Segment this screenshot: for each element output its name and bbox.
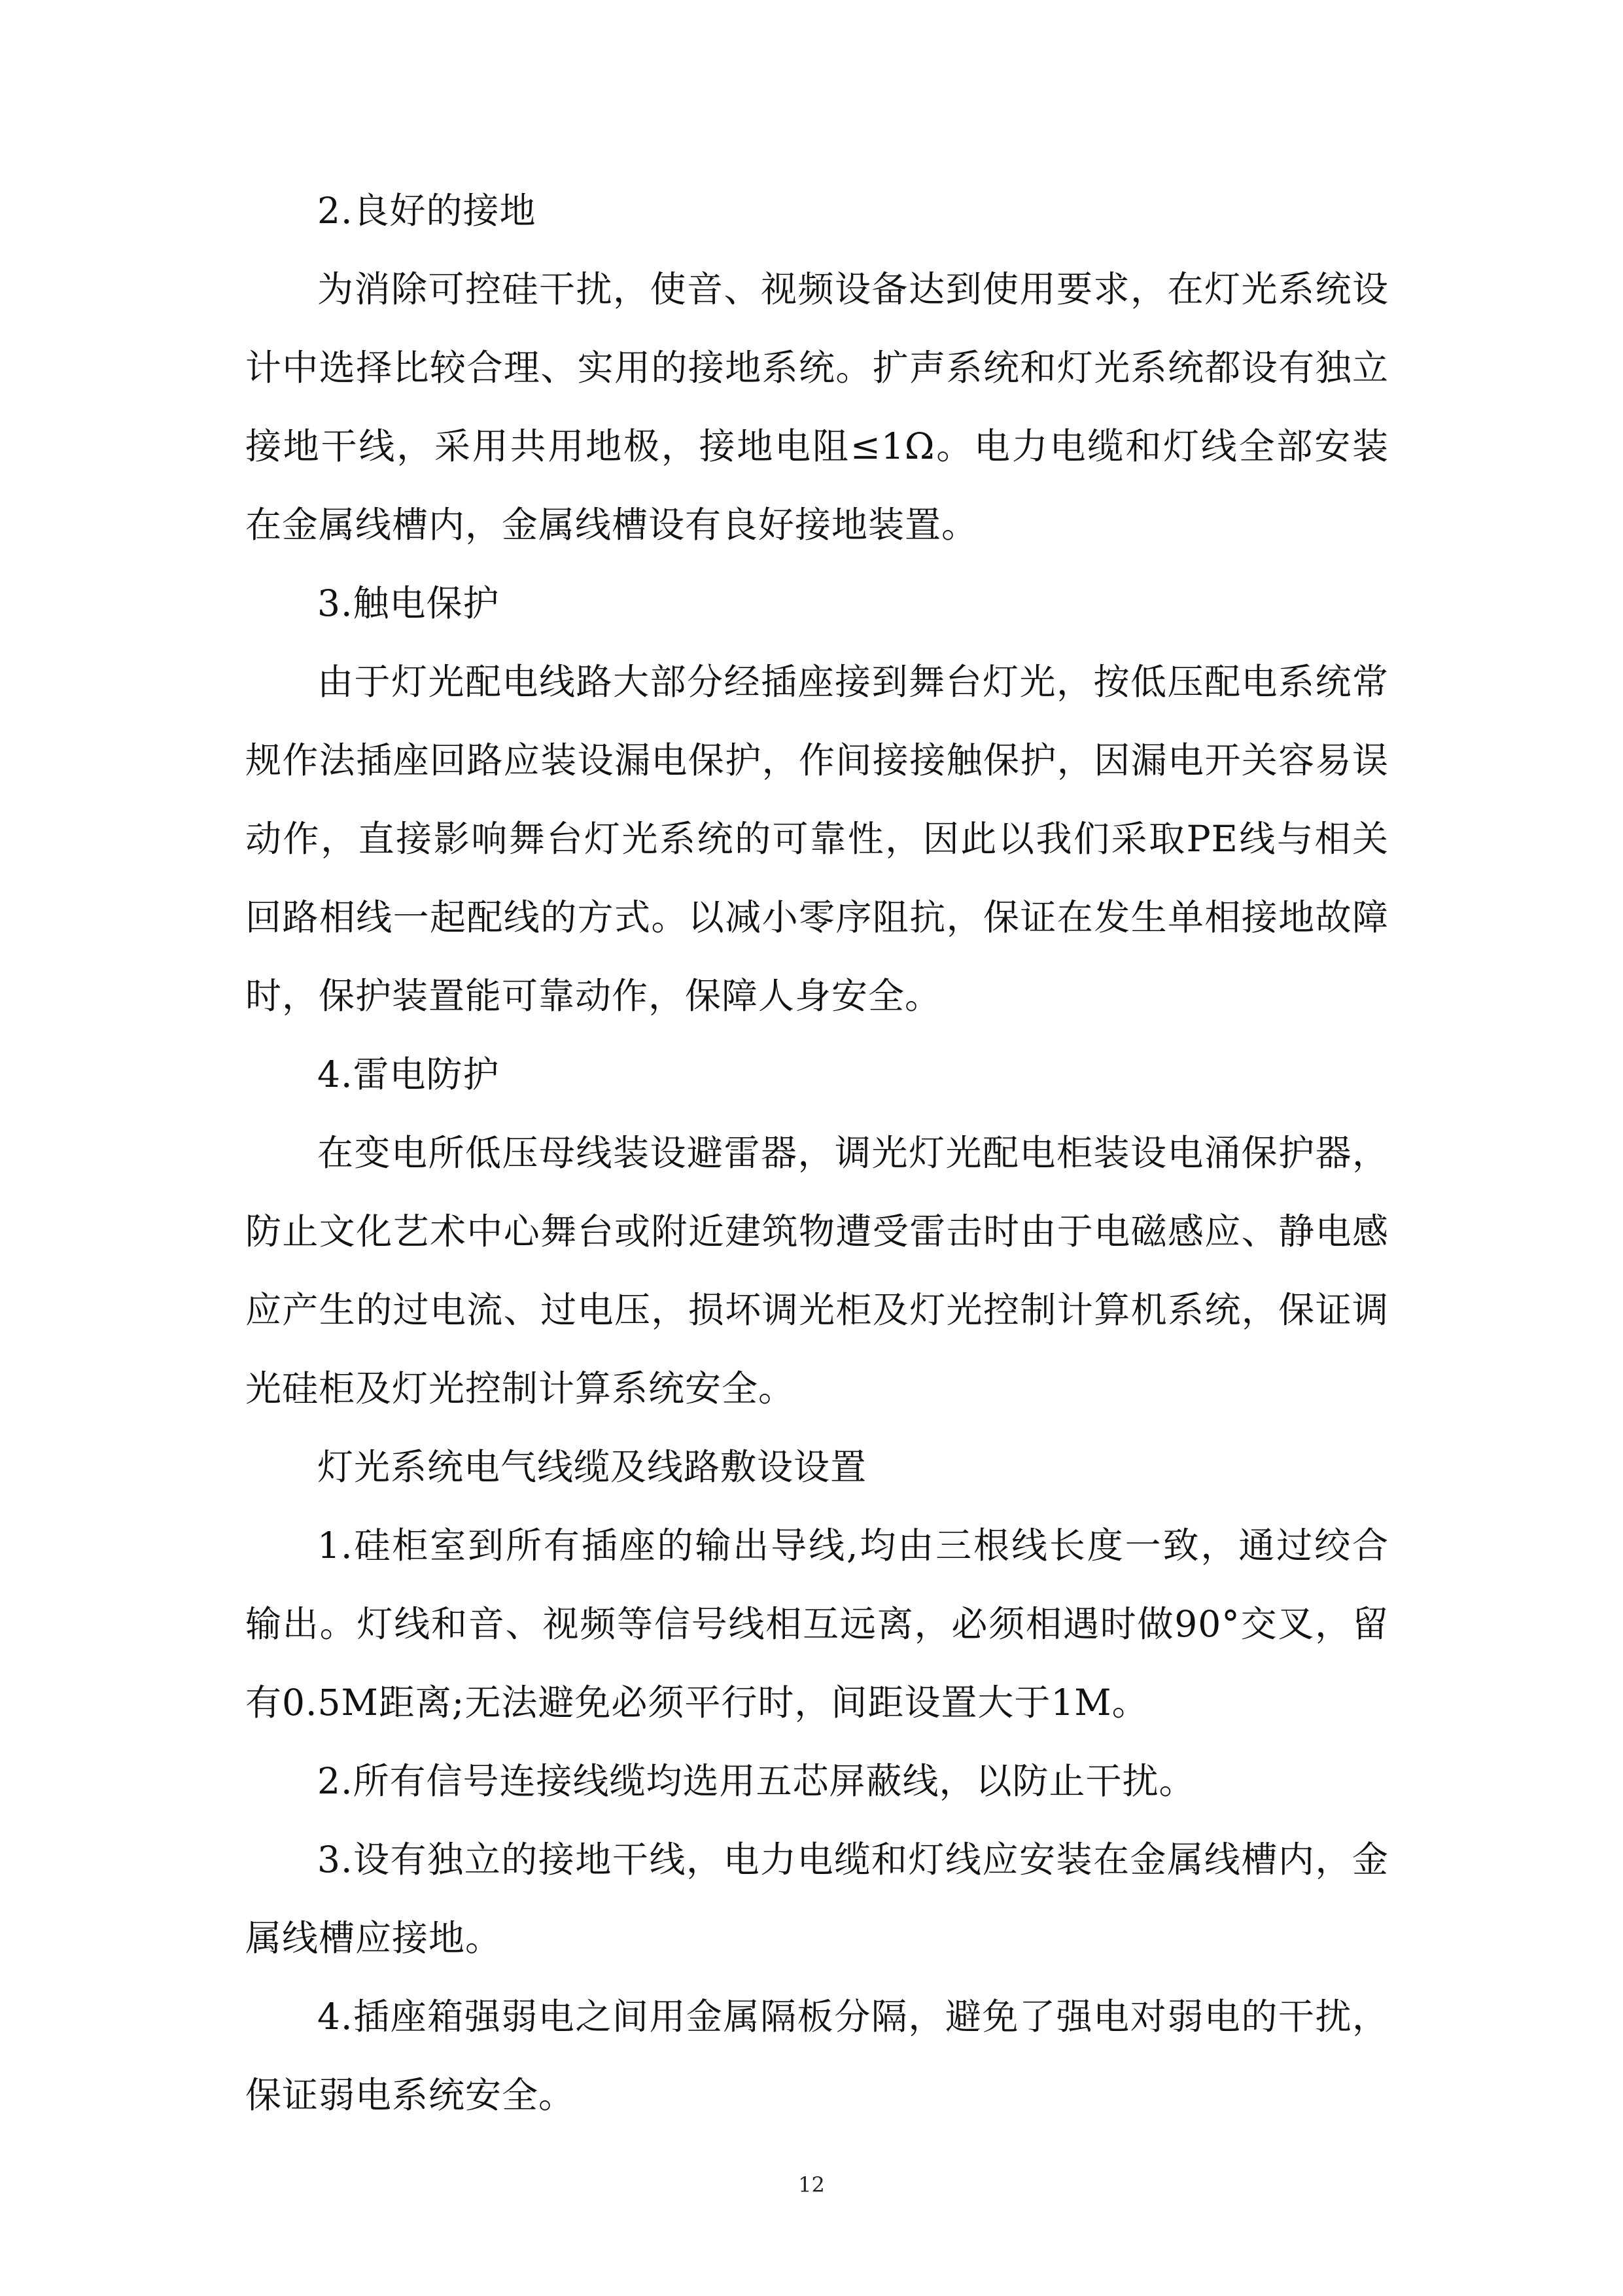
heading-lightning-protection: 4.雷电防护 [317,1053,500,1095]
heading-grounding: 2.良好的接地 [317,190,536,232]
body-text [245,171,1389,2134]
paragraph-grounding: 为消除可控硅干扰，使音、视频设备达到使用要求，在灯光系统设计中选择比较合理、实用的接地系统。扩声系统和灯光系统都设有独立接地干线，采用共用地极，接地电阻≤1Ω。电力电缆和灯线全部安装在金属线槽内，金属线槽设有良好接地装置。 [245,268,1389,546]
paragraph-lightning-protection: 在变电所低压母线装设避雷器，调光灯光配电柜装设电涌保护器，防止文化艺术中心舞台或附近建筑物遭受雷击时由于电磁感应、静电感应产生的过电流、过电压，损坏调光柜及灯光控制计算机系统，保证调光硅柜及灯光控制计算系统安全。 [245,1132,1389,1409]
item-3-grounding-trunk: 3.设有独立的接地干线，电力电缆和灯线应安装在金属线槽内，金属线槽应接地。 [245,1839,1389,1959]
heading-shock-protection: 3.触电保护 [317,582,500,624]
heading-cable-routing: 灯光系统电气线缆及线路敷设设置 [317,1446,867,1488]
page-number: 12 [798,2172,825,2197]
paragraph-shock-protection: 由于灯光配电线路大部分经插座接到舞台灯光，按低压配电系统常规作法插座回路应装设漏电保护，作间接接触保护，因漏电开关容易误动作，直接影响舞台灯光系统的可靠性，因此以我们采取PE线与相关回路相线一起配线的方式。以减小零序阻抗，保证在发生单相接地故障时，保护装置能可靠动作，保障人身安全。 [245,661,1389,1017]
item-2-signal-cables: 2.所有信号连接线缆均选用五芯屏蔽线，以防止干扰。 [317,1760,1196,1802]
item-4-socket-box: 4.插座箱强弱电之间用金属隔板分隔，避免了强电对弱电的干扰，保证弱电系统安全。 [245,1996,1389,2116]
item-1-output-wires: 1.硅柜室到所有插座的输出导线,均由三根线长度一致，通过绞合输出。灯线和音、视频等信号线相互远离，必须相遇时做90°交叉，留有0.5M距离;无法避免必须平行时，间距设置大于1M。 [245,1525,1389,1723]
